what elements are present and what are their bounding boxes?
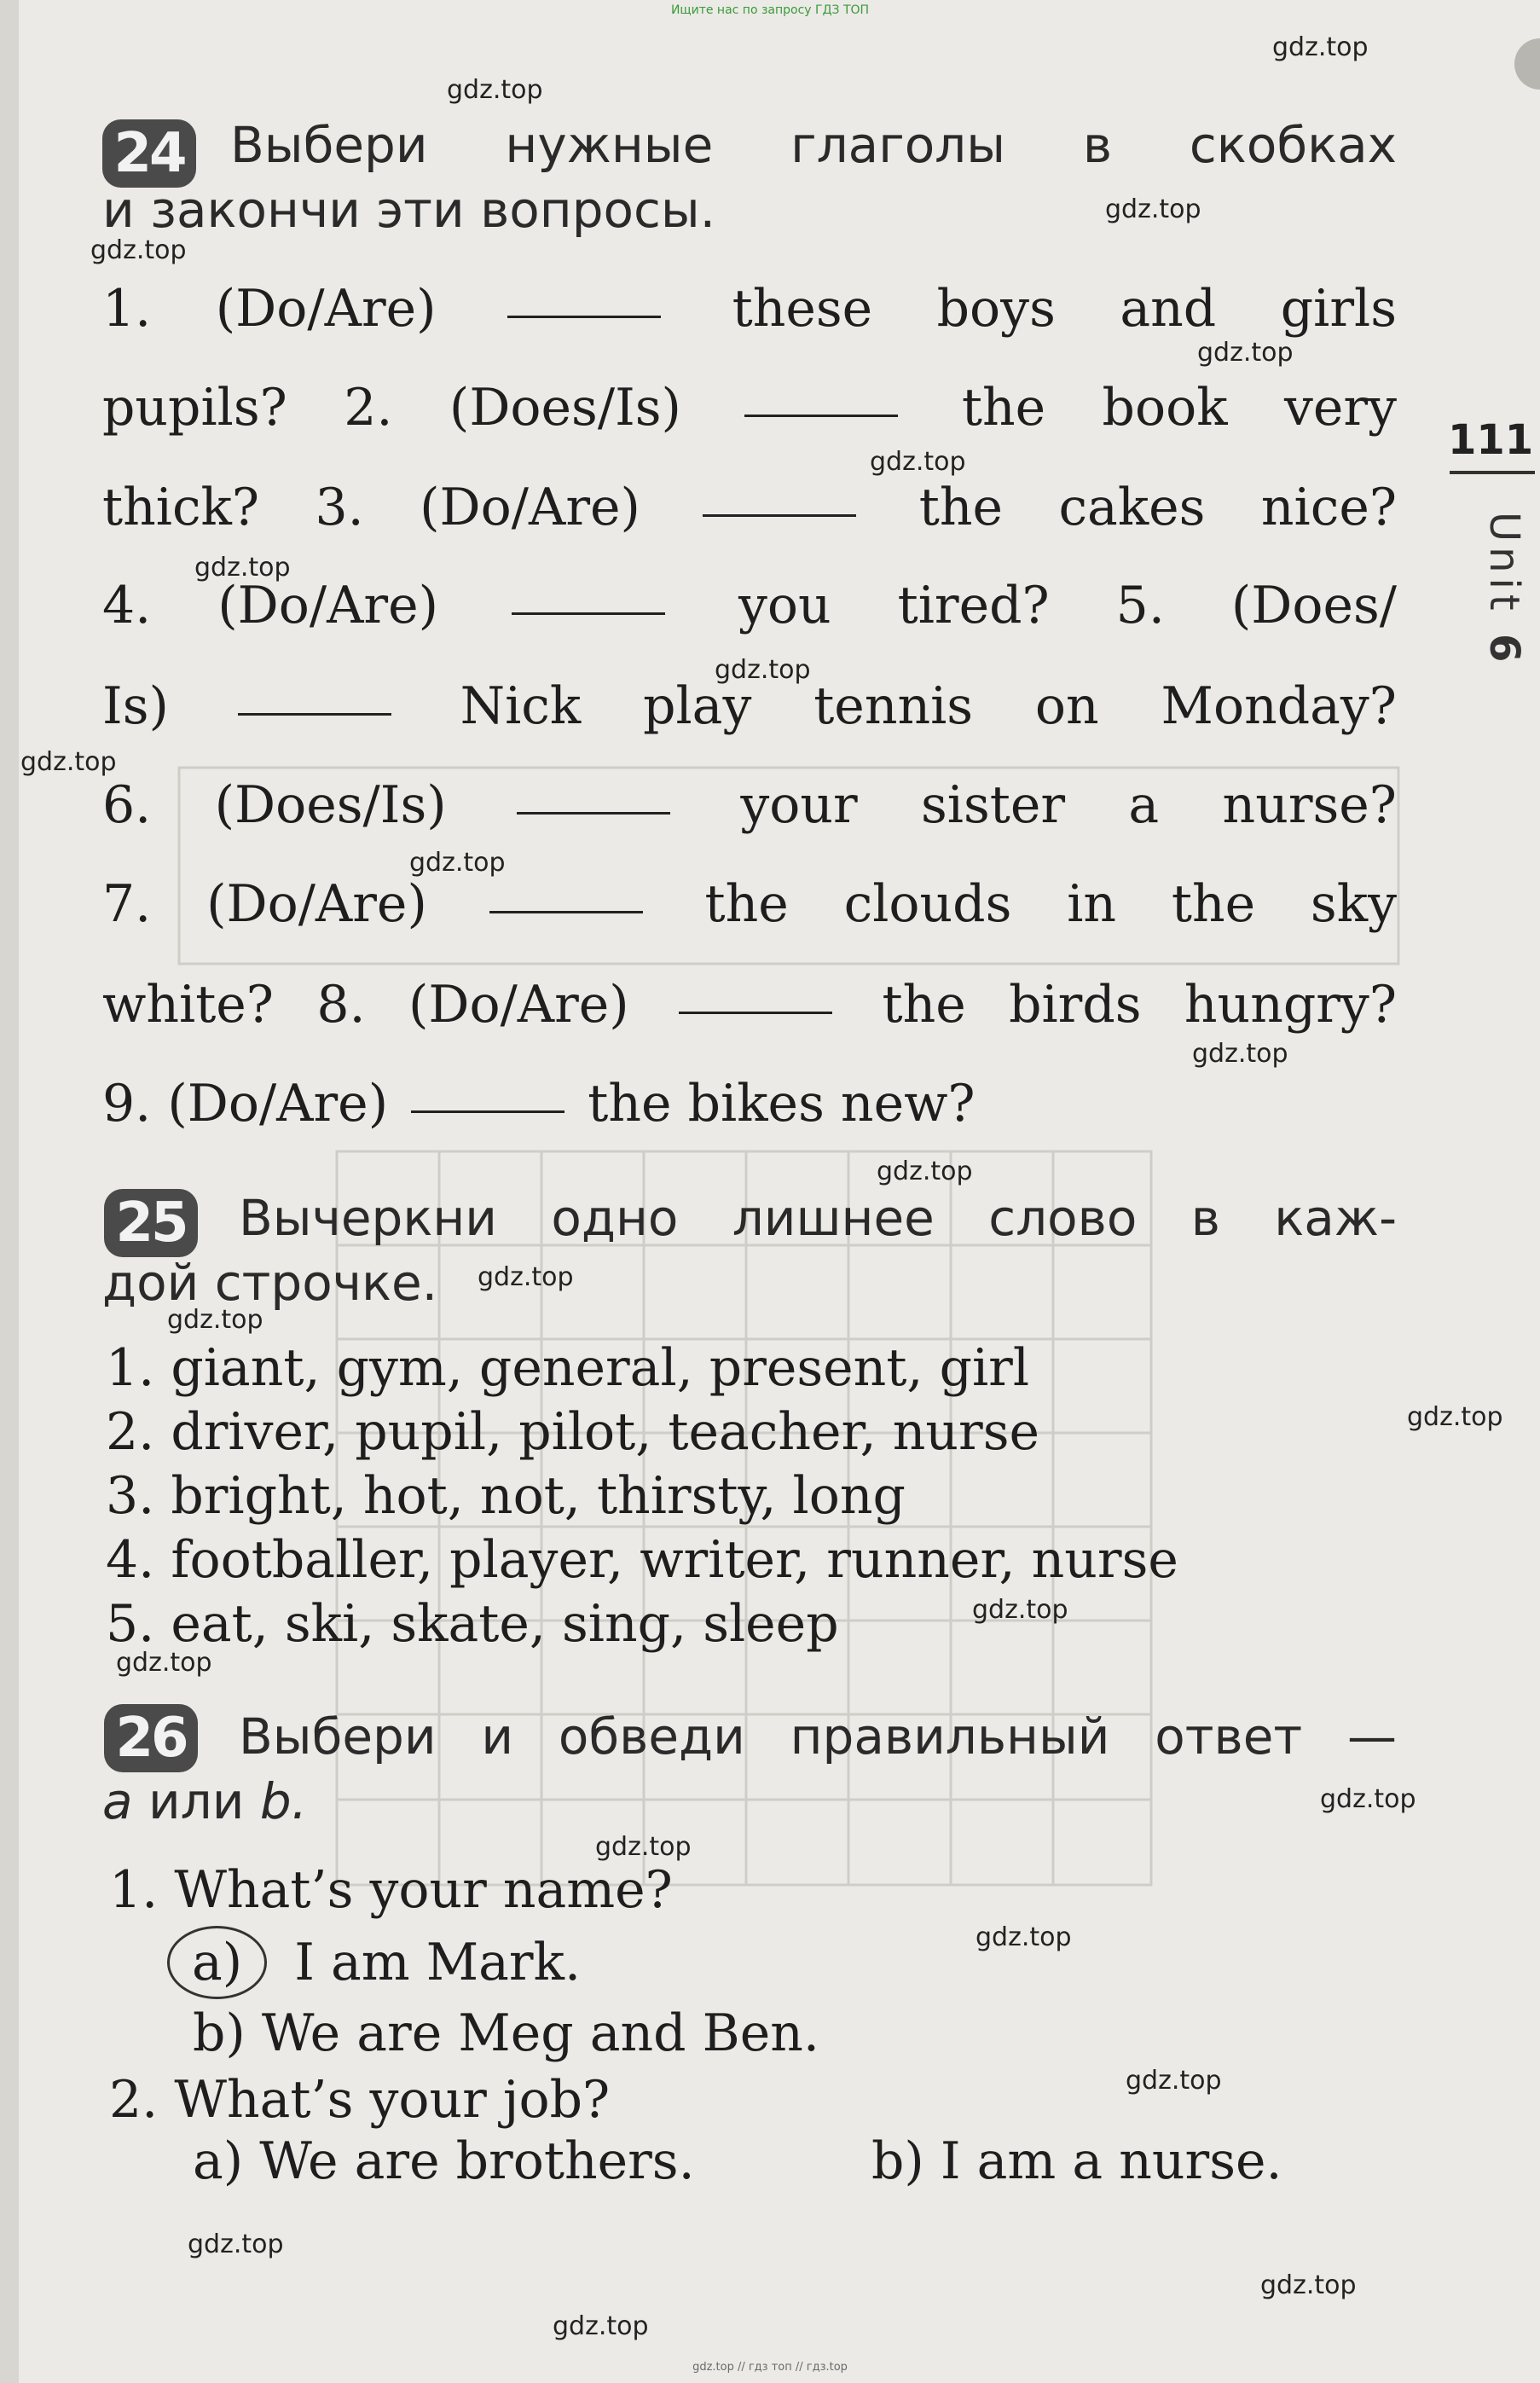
watermark: gdz.top — [188, 2229, 284, 2259]
bottom-note: gdz.top // гдз топ // гдз.top — [692, 2361, 848, 2374]
unit-label-text: Unit — [1480, 512, 1528, 616]
watermark: gdz.top — [1260, 2270, 1357, 2300]
task-24-title-line2: и закончи эти вопросы. — [102, 181, 716, 239]
watermark: gdz.top — [1192, 1039, 1288, 1069]
unit-number: 6 — [1480, 633, 1528, 668]
watermark: gdz.top — [20, 747, 117, 777]
answer-blank[interactable] — [517, 803, 670, 815]
answer-blank[interactable] — [744, 406, 898, 417]
answer-blank[interactable] — [512, 604, 665, 615]
watermark: gdz.top — [116, 1648, 212, 1678]
task-24-line-8: white? 8. (Do/Are) the birds hungry? — [102, 975, 1397, 1035]
task-26-q1-option-b[interactable]: b) We are Meg and Ben. — [193, 2003, 819, 2063]
task-25-title-line1: Вычеркни одно лишнее слово в каж- — [239, 1189, 1397, 1247]
watermark: gdz.top — [1320, 1784, 1416, 1814]
task-24-line-3: thick? 3. (Do/Are) the cakes nice? — [102, 478, 1397, 537]
watermark: gdz.top — [595, 1832, 692, 1862]
watermark: gdz.top — [553, 2311, 649, 2341]
task-26-q1-option-a[interactable]: a) I am Mark. — [193, 1926, 581, 1999]
task-26-question-1: 1. What’s your name? — [109, 1860, 673, 1920]
task-25-badge: 25 — [104, 1189, 198, 1257]
task-26-q2-option-a[interactable]: a) We are brothers. — [193, 2131, 695, 2191]
task-25-item-5: 5. eat, ski, skate, sing, sleep — [106, 1594, 839, 1654]
watermark: gdz.top — [870, 447, 966, 477]
task-25-item-2: 2. driver, pupil, pilot, teacher, nurse — [106, 1402, 1040, 1462]
task-24-line-7: 7. (Do/Are) the clouds in the sky — [102, 874, 1397, 934]
watermark: gdz.top — [194, 553, 291, 583]
answer-blank[interactable] — [703, 506, 856, 517]
task-24-line-4: 4. (Do/Are) you tired? 5. (Does/ — [102, 576, 1398, 635]
task-24-title-line1: Выбери нужные глаголы в скобках — [230, 116, 1397, 174]
task-26-question-2: 2. What’s your job? — [109, 2070, 611, 2130]
task-25-title-line2: дой строчке. — [102, 1254, 438, 1312]
unit-label — [1480, 512, 1528, 667]
watermark: gdz.top — [1272, 32, 1369, 62]
task-24-line-5: Is) Nick play tennis on Monday? — [102, 676, 1397, 736]
task-26-title-line1: Выбери и обведи правильный ответ — — [239, 1708, 1397, 1766]
task-24-title — [102, 113, 1397, 242]
answer-circle: a) — [167, 1926, 267, 1999]
watermark: gdz.top — [976, 1922, 1072, 1952]
watermark: gdz.top — [1197, 338, 1294, 368]
watermark: gdz.top — [1105, 194, 1201, 224]
watermark: gdz.top — [1407, 1402, 1503, 1432]
task-24-line-6: 6. (Does/Is) your sister a nurse? — [102, 775, 1397, 835]
watermark: gdz.top — [90, 235, 187, 265]
top-search-note: Ищите нас по запросу ГДЗ ТОП — [670, 3, 870, 17]
task-24-line-2: pupils? 2. (Does/Is) the book very — [102, 378, 1397, 438]
watermark: gdz.top — [1126, 2066, 1222, 2096]
task-25-item-3: 3. bright, hot, not, thirsty, long — [106, 1466, 906, 1526]
task-24-line-1: 1. (Do/Are) these boys and girls — [102, 279, 1397, 339]
task-25-title — [102, 1186, 1397, 1315]
task-26-title — [102, 1704, 1397, 1834]
task-26-q2-option-b[interactable]: b) I am a nurse. — [871, 2131, 1282, 2191]
answer-blank[interactable] — [411, 1102, 564, 1113]
task-26-badge: 26 — [104, 1704, 198, 1772]
page-number-rule — [1450, 471, 1535, 474]
watermark: gdz.top — [447, 75, 543, 105]
watermark: gdz.top — [972, 1595, 1068, 1625]
watermark: gdz.top — [478, 1262, 574, 1292]
task-24-line-9: 9. (Do/Are) the bikes new? — [102, 1074, 976, 1134]
watermark: gdz.top — [715, 655, 811, 685]
answer-blank[interactable] — [489, 902, 643, 913]
answer-blank[interactable] — [679, 1003, 832, 1014]
watermark: gdz.top — [409, 848, 506, 878]
answer-blank[interactable] — [238, 704, 391, 716]
page-number: 111 — [1448, 416, 1534, 464]
task-25-item-4: 4. footballer, player, writer, runner, nurse — [106, 1530, 1178, 1590]
watermark: gdz.top — [167, 1305, 263, 1335]
answer-blank[interactable] — [507, 307, 661, 318]
task-24-badge: 24 — [102, 119, 196, 188]
task-26-title-line2: a или b. — [102, 1772, 308, 1830]
watermark: gdz.top — [877, 1157, 973, 1186]
task-25-item-1: 1. giant, gym, general, present, girl — [106, 1338, 1030, 1398]
